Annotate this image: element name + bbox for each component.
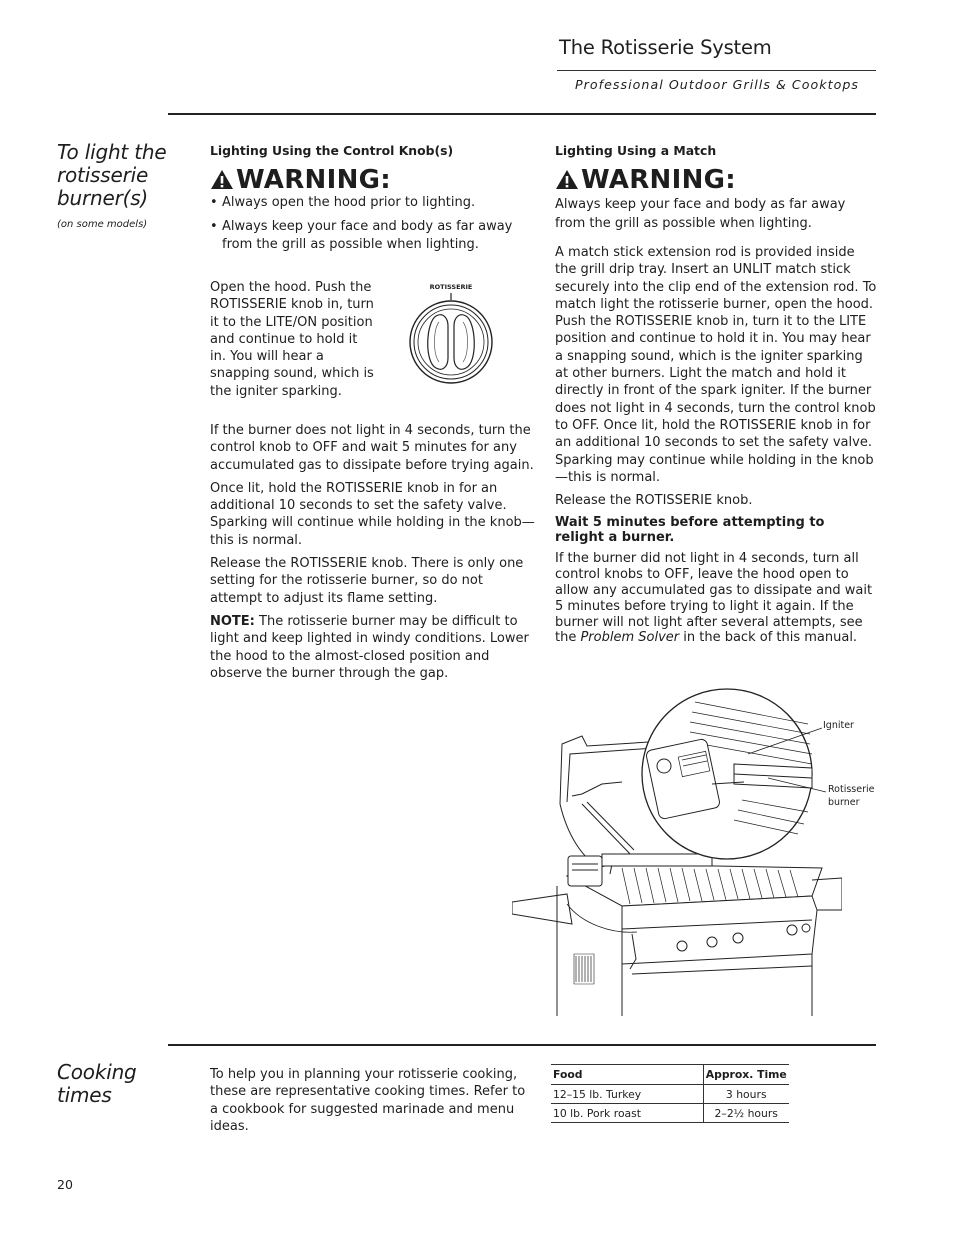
table-cell-time: 3 hours: [703, 1085, 789, 1104]
match-para-2: Release the ROTISSERIE knob.: [555, 493, 753, 509]
table-row: [551, 1085, 789, 1104]
cooking-intro: To help you in planning your rotisserie cooking, these are representative cooking times. Refer to a cookbook for suggested marinade and menu ideas.: [210, 1067, 526, 1134]
section-note-models: (on some models): [57, 219, 148, 230]
match-column: [555, 143, 877, 646]
list-item: • Always keep your face and body as far away from the grill as possible when lighting.: [210, 219, 513, 252]
section-divider-bottom: [168, 1044, 876, 1046]
warning-label: WARNING:: [236, 165, 391, 195]
table-header-row: [551, 1065, 789, 1085]
page-number: 20: [57, 1177, 73, 1192]
table-cell-food: 12–15 lb. Turkey: [551, 1085, 703, 1104]
match-warning-text: Always keep your face and body as far away from the grill as possible when lighting.: [555, 197, 846, 231]
table-cell-food: 10 lb. Pork roast: [551, 1104, 703, 1123]
table-row: [551, 1104, 789, 1123]
warning-triangle-icon: [210, 169, 234, 190]
page-title: The Rotisserie System: [559, 36, 772, 59]
section-heading-cooking-times: Cooking times: [57, 1060, 137, 1107]
control-knob-body: [210, 422, 535, 682]
page-subtitle: Professional Outdoor Grills & Cooktops: [575, 77, 860, 92]
cooking-times-table: [551, 1064, 789, 1123]
knob-icon: [406, 292, 496, 384]
warning-triangle-icon: [555, 169, 579, 190]
knob-label: ROTISSERIE: [429, 283, 473, 291]
rotisserie-burner-label: Rotisserie burner: [828, 784, 875, 808]
warning-title: [210, 166, 535, 194]
table-cell-time: 2–2½ hours: [703, 1104, 789, 1123]
table-header-time: Approx. Time: [703, 1065, 789, 1085]
igniter-label: Igniter: [823, 720, 854, 731]
match-bold-line: Wait 5 minutes before attempting to relight a burner.: [555, 515, 825, 546]
control-knob-para-2: If the burner does not light in 4 seconds, turn the control knob to OFF and wait 5 minutes for any accumulated gas to dissipate before trying again.: [210, 423, 534, 473]
control-knob-para-3: Once lit, hold the ROTISSERIE knob in for an additional 10 seconds to set the safety valve. Sparking will continue while holding in the knob—this is normal.: [210, 480, 535, 548]
control-knob-column: [210, 143, 535, 253]
warning-label: WARNING:: [581, 165, 736, 195]
match-para-3: If the burner did not light in 4 seconds, turn all control knobs to OFF, leave the hood open to allow any accumulated gas to dissipate and wait 5 minutes before trying to light it again. If the burner will not light after several attempts, see the Problem Solver in the back of this manual.: [555, 551, 873, 646]
control-knob-note: NOTE: The rotisserie burner may be difficult to light and keep lighted in windy conditions. Lower the hood to the almost-closed position and observe the burner through the gap.: [210, 613, 529, 681]
match-heading: Lighting Using a Match: [555, 143, 717, 158]
control-knob-para-4: Release the ROTISSERIE knob. There is only one setting for the rotisserie burner, so do not attempt to adjust its flame setting.: [210, 556, 524, 606]
section-heading-light-burner: To light the rotisserie burner(s): [57, 140, 167, 210]
grill-illustration: [512, 684, 842, 1016]
control-knob-para-1: Open the hood. Push the ROTISSERIE knob in, turn it to the LITE/ON position and continue to hold it in. You will hear a snapping sound, which is the igniter sparking.: [210, 280, 374, 399]
rotisserie-knob-illustration: [406, 283, 496, 383]
grill-rotisserie-icon: [512, 684, 842, 1016]
section-divider-top: [168, 113, 876, 115]
match-para-1: A match stick extension rod is provided inside the grill drip tray. Insert an UNLIT match stick securely into the clip end of the extension rod. To match light the rotisserie burner, open the hood. Push the ROTISSERIE knob in, turn it to the LITE position and continue to hold it in. You may hear a snapping sound, which is the igniter sparking at other burners. Light the match and hold it directly in front of the spark igniter. If the burner does not light in 4 seconds, turn the control knob to OFF. Once lit, hold the ROTISSERIE knob in for an additional 10 seconds to set the safety valve. Sparking may continue while holding in the knob—this is normal.: [555, 245, 877, 485]
list-item: • Always open the hood prior to lighting.: [210, 195, 476, 210]
control-knob-heading: Lighting Using the Control Knob(s): [210, 143, 454, 158]
header-divider: [557, 70, 876, 71]
warning-title: [555, 166, 877, 194]
table-header-food: Food: [551, 1065, 703, 1085]
